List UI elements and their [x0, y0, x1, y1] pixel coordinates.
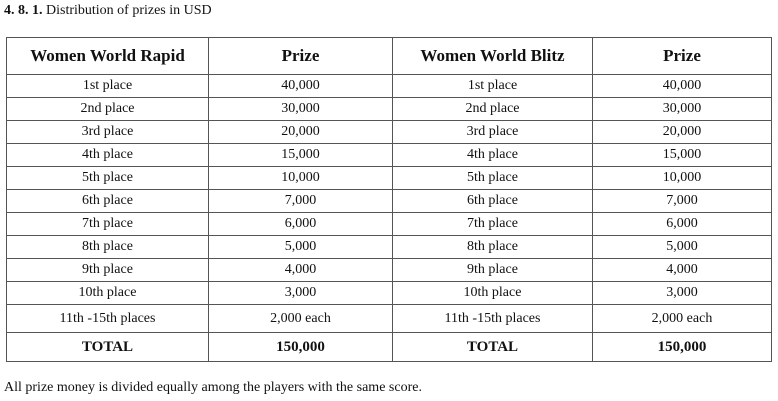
rapid-place-cell: 3rd place [7, 121, 209, 144]
table-row [7, 305, 772, 333]
rapid-prize-cell: 5,000 [209, 236, 393, 259]
blitz-place-cell: 2nd place [393, 98, 593, 121]
header-rapid-prize: Prize [209, 38, 393, 75]
table-row [7, 98, 772, 121]
blitz-place-cell: 7th place [393, 213, 593, 236]
table-row [7, 259, 772, 282]
table-row [7, 213, 772, 236]
header-women-world-blitz: Women World Blitz [393, 38, 593, 75]
table-row [7, 144, 772, 167]
blitz-prize-cell: 7,000 [593, 190, 772, 213]
blitz-place-cell: 9th place [393, 259, 593, 282]
rapid-place-cell: 5th place [7, 167, 209, 190]
rapid-prize-cell: 7,000 [209, 190, 393, 213]
rapid-place-cell: 6th place [7, 190, 209, 213]
prize-rows [7, 75, 772, 333]
table-row [7, 75, 772, 98]
table-row [7, 282, 772, 305]
section-title: Distribution of prizes in USD [46, 3, 212, 18]
rapid-prize-cell: 40,000 [209, 75, 393, 98]
rapid-prize-cell: 3,000 [209, 282, 393, 305]
table-row [7, 121, 772, 144]
blitz-prize-cell: 3,000 [593, 282, 772, 305]
rapid-place-cell: 8th place [7, 236, 209, 259]
rapid-prize-cell: 15,000 [209, 144, 393, 167]
blitz-prize-cell: 20,000 [593, 121, 772, 144]
table-row [7, 236, 772, 259]
blitz-prize-cell: 5,000 [593, 236, 772, 259]
blitz-place-cell: 4th place [393, 144, 593, 167]
blitz-place-cell: 3rd place [393, 121, 593, 144]
blitz-total-label: TOTAL [393, 333, 593, 362]
blitz-place-cell: 10th place [393, 282, 593, 305]
prize-distribution-table [6, 37, 772, 362]
rapid-place-cell: 9th place [7, 259, 209, 282]
section-heading [4, 2, 212, 20]
rapid-prize-cell: 20,000 [209, 121, 393, 144]
blitz-prize-cell: 10,000 [593, 167, 772, 190]
rapid-place-cell: 10th place [7, 282, 209, 305]
blitz-prize-cell: 4,000 [593, 259, 772, 282]
rapid-total-label: TOTAL [7, 333, 209, 362]
table-header-row [7, 38, 772, 75]
blitz-prize-cell: 2,000 each [593, 305, 772, 333]
rapid-place-cell: 4th place [7, 144, 209, 167]
rapid-prize-cell: 4,000 [209, 259, 393, 282]
header-women-world-rapid: Women World Rapid [7, 38, 209, 75]
blitz-place-cell: 5th place [393, 167, 593, 190]
blitz-prize-cell: 40,000 [593, 75, 772, 98]
footnote: All prize money is divided equally among the players with the same score. [4, 380, 422, 395]
blitz-place-cell: 11th -15th places [393, 305, 593, 333]
rapid-total-value: 150,000 [209, 333, 393, 362]
blitz-place-cell: 6th place [393, 190, 593, 213]
rapid-prize-cell: 2,000 each [209, 305, 393, 333]
header-blitz-prize: Prize [593, 38, 772, 75]
rapid-prize-cell: 10,000 [209, 167, 393, 190]
rapid-place-cell: 2nd place [7, 98, 209, 121]
blitz-total-value: 150,000 [593, 333, 772, 362]
rapid-place-cell: 7th place [7, 213, 209, 236]
rapid-prize-cell: 30,000 [209, 98, 393, 121]
section-number: 4. 8. 1. [4, 3, 43, 18]
blitz-prize-cell: 30,000 [593, 98, 772, 121]
table-row [7, 190, 772, 213]
table-row [7, 167, 772, 190]
total-row [7, 333, 772, 362]
blitz-prize-cell: 15,000 [593, 144, 772, 167]
rapid-place-cell: 11th -15th places [7, 305, 209, 333]
blitz-prize-cell: 6,000 [593, 213, 772, 236]
rapid-prize-cell: 6,000 [209, 213, 393, 236]
blitz-place-cell: 1st place [393, 75, 593, 98]
blitz-place-cell: 8th place [393, 236, 593, 259]
rapid-place-cell: 1st place [7, 75, 209, 98]
